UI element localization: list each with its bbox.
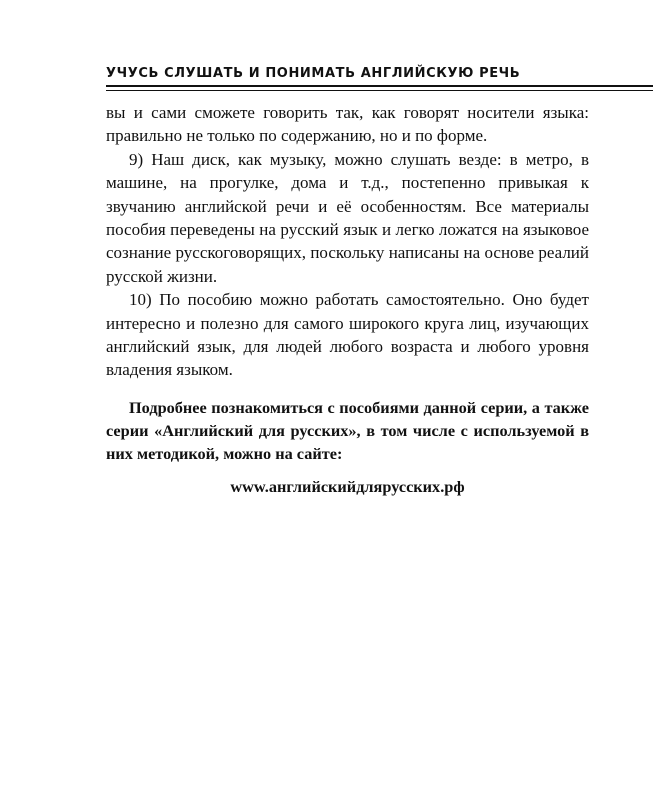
running-header: УЧУСЬ СЛУШАТЬ И ПОНИМАТЬ АНГЛИЙСКУЮ РЕЧЬ: [106, 66, 521, 81]
bold-note: Подробнее познакомиться с пособиями данной серии, а также серии «Английский для русских», в том числе с используемой в них методикой, можно на сайте:: [106, 397, 589, 463]
paragraph-item-9: 9) Наш диск, как музыку, можно слушать везде: в метро, в машине, на прогулке, дома и т.д., постепенно привыкая к звучанию английской речи и её особенностям. Все материалы пособия переведены на русский язык и легко ложатся на языковое сознание русскоговорящих, поскольку написаны на основе реалий русской жизни.: [106, 149, 589, 286]
page-body: [106, 101, 589, 498]
header-rule-thick: [106, 85, 653, 87]
paragraph-continuation: вы и сами сможете говорить так, как говорят носители языка: правильно не только по содержанию, но и по форме.: [106, 103, 589, 146]
paragraph-item-10: 10) По пособию можно работать самостоятельно. Оно будет интересно и полезно для самого широкого круга лиц, изучающих английский язык, для людей любого возраста и любого уровня владения языком.: [106, 290, 589, 380]
header-rule-thin: [106, 90, 653, 91]
website-link[interactable]: www.английскийдлярусских.рф: [230, 476, 465, 496]
